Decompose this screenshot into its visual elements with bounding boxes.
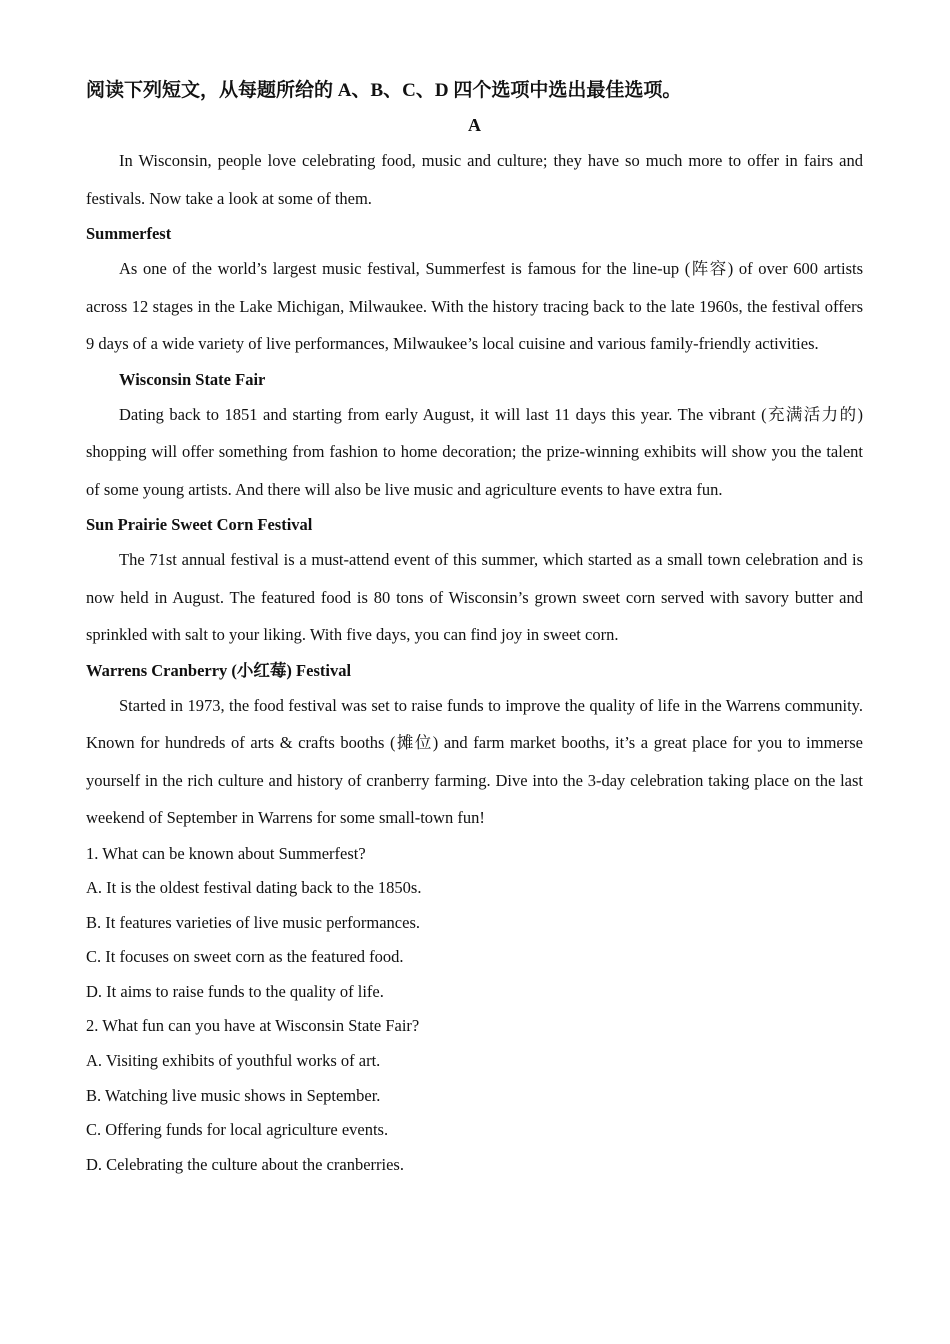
- festival-title-summerfest: Summerfest: [86, 224, 172, 243]
- festival-body-summerfest: As one of the world’s largest music festival, Summerfest is famous for the line-up (阵容) of over 600 artists across 12 stages in the Lake Michigan, Milwaukee. With the history tracing back to the late 1960s, the festival offers 9 days of a wide variety of live performances, Milwaukee’s local cuisine and various family-friendly activities.: [86, 259, 863, 353]
- question-stem: 2. What fun can you have at Wisconsin State Fair?: [86, 1016, 420, 1036]
- section-letter: A: [468, 115, 481, 135]
- exam-page: [86, 76, 863, 1182]
- answer-option: D. Celebrating the culture about the cranberries.: [86, 1154, 404, 1174]
- answer-option: B. Watching live music shows in September.: [86, 1085, 381, 1105]
- question-2: [86, 1009, 863, 1182]
- question-1: [86, 837, 863, 1010]
- question-stem: 1. What can be known about Summerfest?: [86, 843, 366, 863]
- answer-option: C. Offering funds for local agriculture events.: [86, 1120, 389, 1140]
- answer-option: A. It is the oldest festival dating back to the 1850s.: [86, 878, 422, 898]
- answer-option: A. Visiting exhibits of youthful works of art.: [86, 1051, 381, 1071]
- festival-body-sweet-corn: The 71st annual festival is a must-attend event of this summer, which started as a small town celebration and is now held in August. The featured food is 80 tons of Wisconsin’s grown sweet corn served with savory butter and sprinkled with salt to your liking. With five days, you can find joy in sweet corn.: [86, 550, 863, 644]
- festival-body-state-fair: Dating back to 1851 and starting from early August, it will last 11 days this year. The vibrant (充满活力的) shopping will offer something from fashion to home decoration; the prize-winning exhibits will show you the talent of some young artists. And there will also be live music and agriculture events to have extra fun.: [86, 404, 863, 499]
- festival-title-sweet-corn: Sun Prairie Sweet Corn Festival: [86, 515, 313, 534]
- festival-title-state-fair: Wisconsin State Fair: [119, 369, 266, 389]
- reading-instruction: 阅读下列短文，从每题所给的 A、B、C、D 四个选项中选出最佳选项。: [86, 80, 682, 101]
- answer-option: C. It focuses on sweet corn as the featured food.: [86, 947, 404, 967]
- answer-option: D. It aims to raise funds to the quality of life.: [86, 981, 384, 1001]
- festival-title-cranberry: Warrens Cranberry (小红莓) Festival: [86, 660, 352, 680]
- intro-paragraph: In Wisconsin, people love celebrating food, music and culture; they have so much more to offer in fairs and festivals. Now take a look at some of them.: [86, 151, 863, 208]
- festival-body-cranberry: Started in 1973, the food festival was set to raise funds to improve the quality of life in the Warrens community. Known for hundreds of arts & crafts booths (摊位) and farm market booths, it’s a great place for you to immerse yourself in the rich culture and history of cranberry farming. Dive into the 3-day celebration taking place on the last weekend of September in Warrens for some small-town fun!: [86, 695, 863, 827]
- answer-option: B. It features varieties of live music performances.: [86, 912, 420, 932]
